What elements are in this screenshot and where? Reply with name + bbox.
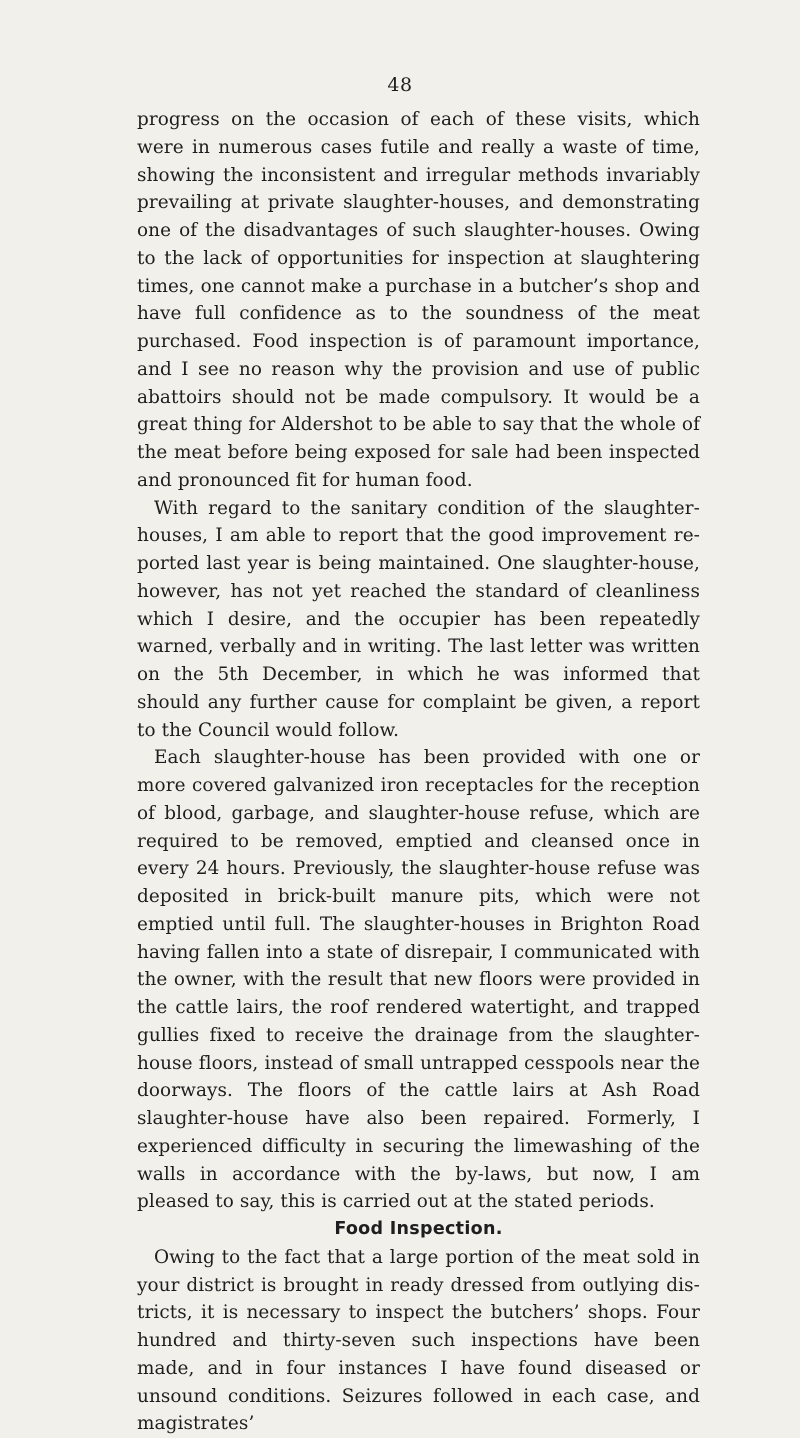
section-heading-food-inspection: Food Inspection. (334, 1219, 503, 1239)
page-number: 48 (387, 74, 413, 96)
paragraph-food-inspection: Owing to the fact that a large portion of the meat sold in your district is brought in ready dressed from outlying dis-tricts, it is necessary to inspect the butchers’ shops. Four hundred and thirty-seven such inspections have been made, and in four instances I have found diseased or unsound conditions. Seizures followed in each case, and magistrates’ (137, 1246, 700, 1435)
body-text (137, 106, 700, 1438)
paragraph-sanitary-condition: With regard to the sanitary condition of the slaughter-houses, I am able to report that the good improvement re-ported last year is being maintained. One slaughter-house, however, has not yet reached the standard of cleanliness which I desire, and the occupier has been repeatedly warned, verbally and in writing. The last letter was written on the 5th December, in which he was informed that should any further cause for complaint be given, a report to the Council would follow. (137, 497, 700, 741)
paragraph-refuse-receptacles: Each slaughter-house has been provided with one or more covered galvanized iron receptacles for the reception of blood, garbage, and slaughter-house refuse, which are required to be removed, emptied and cleansed once in every 24 hours. Previously, the slaughter-house refuse was deposited in brick-built manure pits, which were not emptied until full. The slaughter-houses in Brighton Road having fallen into a state of disrepair, I communicated with the owner, with the result that new floors were provided in the cattle lairs, the roof rendered watertight, and trapped gullies fixed to receive the drainage from the slaughter-house floors, instead of small untrapped cesspools near the doorways. The floors of the cattle lairs at Ash Road slaughter-house have also been repaired. Formerly, I experienced difficulty in securing the limewashing of the walls in accordance with the by-laws, but now, I am pleased to say, this is carried out at the stated periods. (137, 747, 700, 1213)
paragraph-continued: progress on the occasion of each of these visits, which were in numerous cases futile and really a waste of time, showing the inconsistent and irregular methods invariably prevailing at private slaughter-houses, and demonstrating one of the disadvantages of such slaughter-houses. Owing to the lack of opportunities for inspection at slaughtering times, one cannot make a purchase in a butcher’s shop and have full confidence as to the soundness of the meat purchased. Food inspection is of paramount importance, and I see no reason why the provision and use of public abattoirs should not be made compulsory. It would be a great thing for Aldershot to be able to say that the whole of the meat before being exposed for sale had been inspected and pronounced fit for human food. (137, 109, 700, 491)
